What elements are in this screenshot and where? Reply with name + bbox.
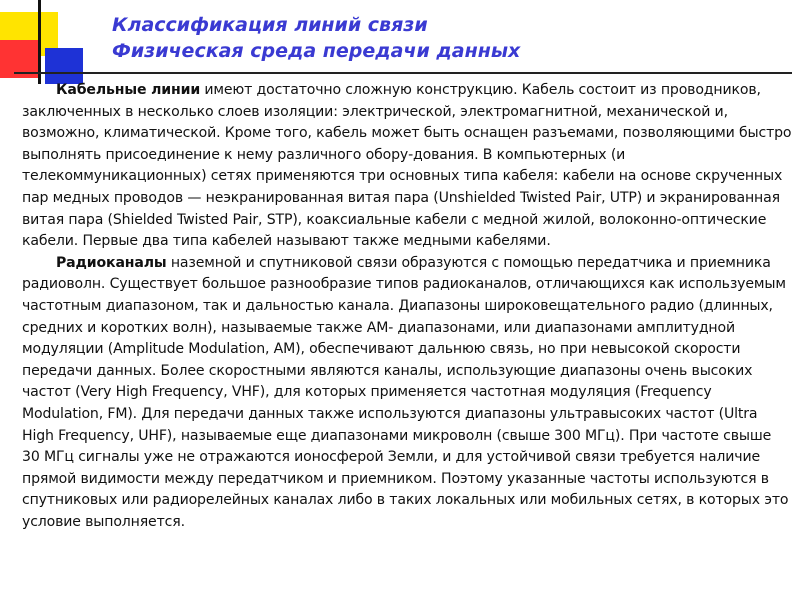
paragraph-cable-lines bbox=[22, 80, 792, 253]
paragraph-radio-channels bbox=[22, 253, 792, 534]
term-cable-lines: Кабельные линии bbox=[56, 82, 201, 98]
term-radio-channels: Радиоканалы bbox=[56, 254, 167, 271]
paragraph-text: наземной и спутниковой связи образуются с помощью передатчика и приемника радиоволн. Существует большое разнообразие типов радиоканалов, отличающихся как используемым частотным диапазоном, так и дальностью канала. Диапазоны широковещательного радио (длинных, средних и коротких волн), называемые также АМ- диапазонами, или диапазонами амплитудной модуляции (Amplitude Modulation, AM), обеспечивают дальнюю связь, но при невысокой скорости передачи данных. Более скоростными являются каналы, использующие диапазоны очень высоких частот (Very High Frequency, VHF), для которых применяется частотная модуляция (Frequency Modulation, FM). Для передачи данных также используются диапазоны ультравысоких частот (Ultra High Frequency, UHF), называемые еще диапазонами микроволн (свыше 300 МГц). При частоте свыше 30 МГц сигналы уже не отражаются ионосферой Земли, и для устойчивой связи требуется наличие прямой видимости между передатчиком и приемником. Поэтому указанные частоты используются в спутниковых или радиорелейных каналах либо в таких локальных или мобильных сетях, в которых это условие выполняется. bbox=[22, 254, 789, 530]
blue-square bbox=[45, 48, 83, 84]
slide-body bbox=[22, 80, 792, 533]
paragraph-text: имеют достаточно сложную конструкцию. Кабель состоит из проводников, заключенных в несколько слоев изоляции: электрической, электромагнитной, механической и, возможно, климатической. Кроме того, кабель может быть оснащен разъемами, позволяющими быстро выполнять присоединение к нему различного обору-дования. В компьютерных (и телекоммуникационных) сетях применяются три основных типа кабеля: кабели на основе скрученных пар медных проводов — неэкранированная витая пара (Unshielded Twisted Pair, UTP) и экранированная витая пара (Shielded Twisted Pair, STP), коаксиальные кабели с медной жилой, волоконно-оптические кабели. Первые два типа кабелей называют также медными кабелями. bbox=[22, 82, 792, 250]
horizontal-rule bbox=[14, 72, 792, 74]
slide-subtitle: Физическая среда передачи данных bbox=[112, 40, 521, 62]
slide-title: Классификация линий связи bbox=[112, 14, 428, 36]
